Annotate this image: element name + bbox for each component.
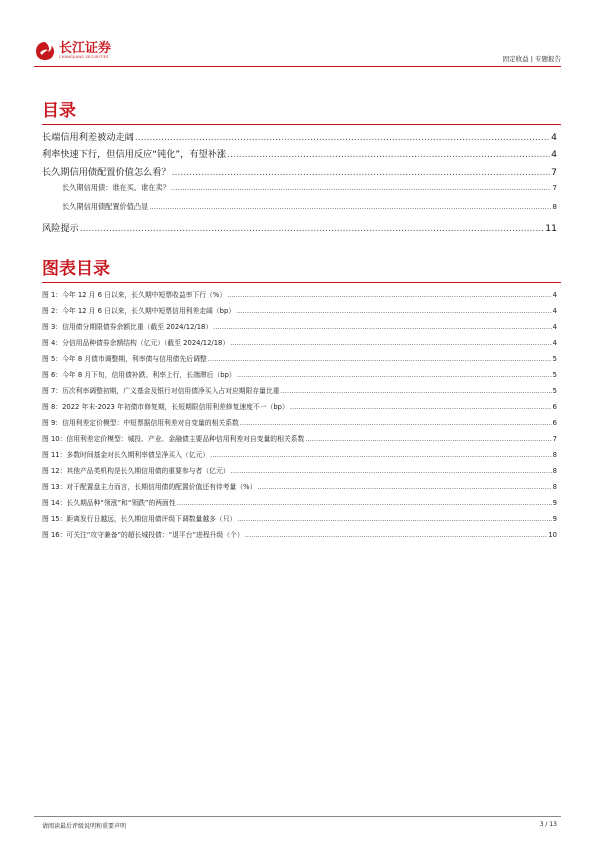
leader-dots	[208, 355, 552, 363]
leader-dots	[80, 223, 545, 234]
toc-subentry[interactable]	[42, 183, 557, 193]
footer-disclaimer: 请阅读最后评级说明和重要声明	[42, 823, 127, 830]
toc-entry-page: 4	[551, 149, 557, 160]
figure-entry-page: 6	[552, 403, 557, 411]
company-logo	[34, 40, 111, 62]
figure-entry[interactable]	[42, 385, 557, 395]
figure-entry-label: 图 16：可关注“攻守兼备”的超长城投债：“退平台”进程升级（个）	[42, 531, 244, 539]
figure-entry-label: 图 2：今年 12 月 6 日以来，长久期中短票信用利差走阔（bp）	[42, 307, 236, 315]
toc-entry-page: 7	[551, 167, 557, 178]
leader-dots	[227, 291, 552, 299]
leader-dots	[236, 307, 552, 315]
leader-dots	[171, 183, 552, 192]
leader-dots	[245, 531, 548, 539]
figure-entry-page: 10	[548, 531, 557, 539]
leader-dots	[135, 132, 550, 143]
figure-entry-label: 图 14：长久期品种“领涨”和“领跌”的两面性	[42, 499, 176, 507]
report-category: 固定收益 | 专题报告	[502, 55, 561, 63]
figure-entry-page: 4	[552, 307, 557, 315]
toc-subentry[interactable]	[42, 202, 557, 212]
figure-entry-label: 图 8：2022 年末-2023 年初债市修复期，长短期限信用利差修复速度不一（bp）	[42, 403, 289, 411]
leader-dots	[210, 451, 552, 459]
toc-entry-label: 长端信用利差被动走阔	[42, 132, 134, 143]
figure-entry[interactable]	[42, 353, 557, 363]
leader-dots	[257, 483, 551, 491]
toc-entry[interactable]	[42, 164, 557, 178]
figures-title: 图表目录	[42, 259, 110, 279]
figure-entry-page: 4	[552, 291, 557, 299]
header-divider	[34, 66, 561, 67]
logo-chinese-name: 长江证券	[59, 41, 112, 56]
page-number: 3 / 13	[539, 821, 557, 828]
figure-entry-page: 7	[552, 435, 557, 443]
figure-entry[interactable]	[42, 417, 557, 427]
figure-entry[interactable]	[42, 321, 557, 331]
figure-entry[interactable]	[42, 497, 557, 507]
figure-entry-label: 图 6：今年 8 月下旬，信用债补跌、利率上行，长端滞后（bp）	[42, 371, 236, 379]
figure-entry[interactable]	[42, 449, 557, 459]
figure-entry-label: 图 10：信用利差定价模型：城投、产业、金融债主要品种信用利差对自变量的相关系数	[42, 435, 305, 443]
figure-entry-page: 8	[552, 483, 557, 491]
company-logo-icon	[34, 40, 56, 62]
figure-entry[interactable]	[42, 465, 557, 475]
figure-entry-page: 8	[552, 467, 557, 475]
toc-entry-page: 4	[551, 132, 557, 143]
leader-dots	[231, 467, 552, 475]
figure-entry-label: 图 1：今年 12 月 6 日以来，长久期中短票收益率下行（%）	[42, 291, 227, 299]
figure-entry[interactable]	[42, 529, 557, 539]
figure-entry[interactable]	[42, 305, 557, 315]
toc-title: 目录	[42, 101, 76, 121]
toc-entry-label: 利率快速下行，但信用反应“钝化”，有望补涨	[42, 149, 227, 160]
figure-entry-page: 5	[552, 355, 557, 363]
figure-entry[interactable]	[42, 481, 557, 491]
leader-dots	[230, 339, 552, 347]
leader-dots	[281, 387, 552, 395]
leader-dots	[213, 323, 552, 331]
figure-entry-label: 图 15：距离发行日越远，长久期信用债评级下调数量越多（只）	[42, 515, 237, 523]
figure-entry[interactable]	[42, 401, 557, 411]
figure-entry-label: 图 12：其他产品类机构是长久期信用债的重要参与者（亿元）	[42, 467, 230, 475]
leader-dots	[305, 435, 551, 443]
figure-entry-page: 5	[552, 371, 557, 379]
figure-entry-page: 4	[552, 323, 557, 331]
toc-entry-page: 8	[552, 202, 557, 211]
toc-entry-label: 长久期信用债配置价值凸显	[62, 202, 149, 211]
leader-dots	[172, 167, 551, 178]
leader-dots	[237, 371, 552, 379]
figure-entry-label: 图 7：历次利率调整初期，广义基金及银行对信用债净买入占对应期限存量比重	[42, 387, 280, 395]
toc-entry-label: 长久期信用债配置价值怎么看？	[42, 167, 171, 178]
figure-entry-label: 图 13：对于配置盘主力而言，长期信用债的配置价值还有待考量（%）	[42, 483, 257, 491]
logo-english-name: CHANGJIANG SECURITIES	[59, 55, 109, 59]
leader-dots	[177, 499, 552, 507]
figure-entry[interactable]	[42, 289, 557, 299]
leader-dots	[149, 202, 551, 211]
figure-entry-label: 图 5：今年 8 月债市调整期，利率债与信用债先后调整	[42, 355, 207, 363]
figure-entry[interactable]	[42, 513, 557, 523]
figure-entry[interactable]	[42, 369, 557, 379]
figure-entry-page: 5	[552, 387, 557, 395]
figures-title-divider	[42, 282, 561, 283]
figure-entry-page: 8	[552, 451, 557, 459]
figure-entry-label: 图 9：信用利差定价模型：中短票据信用利差对自变量的相关系数	[42, 419, 239, 427]
toc-entry[interactable]	[42, 146, 557, 160]
figure-entry-label: 图 3：信用债分期限债券余额比重（截至 2024/12/18）	[42, 323, 213, 331]
toc-entry-label: 风险提示	[42, 223, 79, 234]
toc-entry[interactable]	[42, 220, 557, 234]
figure-entry-page: 9	[552, 499, 557, 507]
toc-title-divider	[42, 124, 561, 125]
toc-entry-page: 11	[545, 223, 557, 234]
figure-entry-page: 4	[552, 339, 557, 347]
figure-entry-label: 图 4：分信用品种债券余额结构（亿元）（截至 2024/12/18）	[42, 339, 230, 347]
toc-entry[interactable]	[42, 129, 557, 143]
toc-entry-page: 7	[552, 183, 557, 192]
toc-entry-label: 长久期信用债：谁在买、谁在卖？	[62, 183, 170, 192]
leader-dots	[240, 419, 552, 427]
leader-dots	[290, 403, 552, 411]
figure-entry[interactable]	[42, 433, 557, 443]
figure-entry[interactable]	[42, 337, 557, 347]
leader-dots	[237, 515, 551, 523]
figure-entry-label: 图 11：多数时间基金对长久期利率债呈净买入（亿元）	[42, 451, 210, 459]
leader-dots	[227, 149, 550, 160]
footer-divider	[34, 816, 561, 817]
figure-entry-page: 6	[552, 419, 557, 427]
figure-entry-page: 9	[552, 515, 557, 523]
